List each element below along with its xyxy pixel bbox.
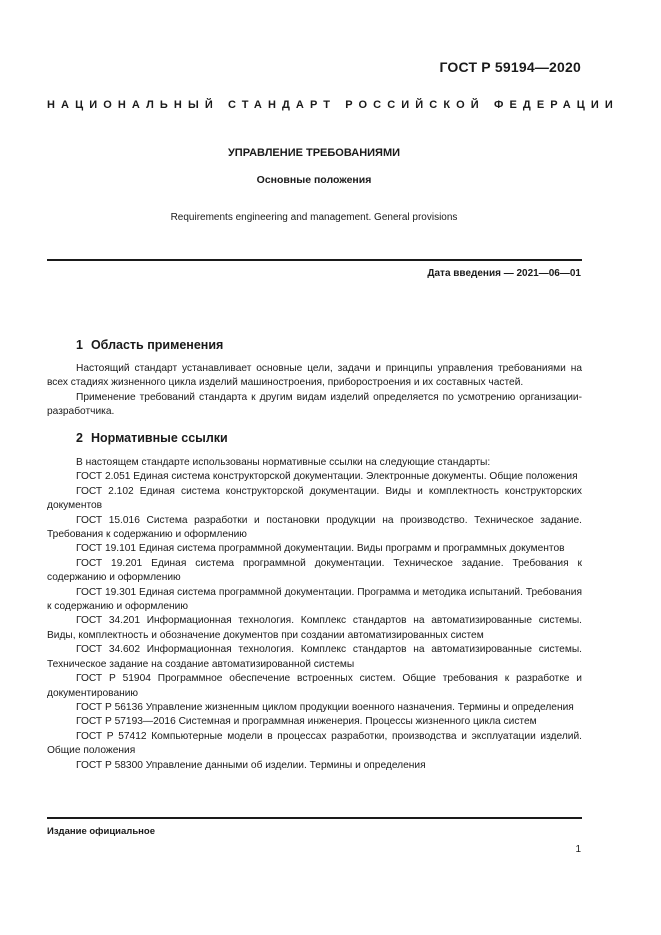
references-intro: В настоящем стандарте использованы нормативные ссылки на следующие стандарты: [76, 457, 491, 468]
top-divider [47, 259, 582, 261]
reference-item: ГОСТ 19.301 Единая система программной документации. Программа и методика испытаний. Требования к содержанию и оформлению [47, 586, 582, 613]
reference-item: ГОСТ Р 51904 Программное обеспечение встроенных систем. Общие требования к разработке и документированию [47, 673, 582, 699]
reference-item: ГОСТ 15.016 Система разработки и постановки продукции на производство. Техническое задание. Требования к содержанию и оформлению [47, 514, 582, 541]
reference-item: ГОСТ Р 57193—2016 Системная и программная инженерия. Процессы жизненного цикла систем [76, 716, 537, 728]
reference-item: ГОСТ Р 56136 Управление жизненным циклом продукции военного назначения. Термины и определения [76, 701, 574, 713]
document-code: ГОСТ Р 59194—2020 [439, 59, 581, 75]
bottom-divider [47, 817, 582, 819]
introduction-date: Дата введения — 2021—06—01 [427, 268, 581, 279]
reference-item: ГОСТ 2.051 Единая система конструкторской документации. Электронные документы. Общие положения [76, 471, 578, 483]
official-edition-label: Издание официальное [47, 826, 155, 837]
section-1-paragraph: Применение требований стандарта к другим видам изделий определяется по усмотрению организации-разработчика. [47, 391, 582, 418]
section-2-title: Нормативные ссылки [90, 431, 228, 445]
national-standard-banner: НАЦИОНАЛЬНЫЙ СТАНДАРТ РОССИЙСКОЙ ФЕДЕРАЦИИ [47, 99, 619, 111]
reference-item: ГОСТ 2.102 Единая система конструкторской документации. Виды и комплектность конструкторских документов [47, 485, 582, 512]
section-1-paragraph: Настоящий стандарт устанавливает основные цели, задачи и принципы управления требованиями на всех стадиях жизненного цикла изделий машиностроения, приборостроения и их составных частей. [47, 363, 582, 389]
reference-item: ГОСТ 19.201 Единая система программной документации. Техническое задание. Требования к содержанию и оформлению [47, 557, 582, 584]
reference-item: ГОСТ Р 58300 Управление данными об изделии. Термины и определения [76, 759, 426, 771]
section-2-heading [76, 431, 228, 445]
section-2-number: 2 [76, 431, 83, 445]
section-1-body [47, 362, 582, 420]
section-1-number: 1 [76, 338, 83, 352]
section-1-title: Область применения [90, 338, 224, 352]
document-title-english: Requirements engineering and management. General provisions [170, 212, 458, 223]
reference-item: ГОСТ 19.101 Единая система программной документации. Виды программ и программных документов [76, 543, 565, 555]
reference-item: ГОСТ Р 57412 Компьютерные модели в процессах разработки, производства и эксплуатации изделий. Общие положения [47, 730, 582, 757]
document-subtitle: Основные положения [256, 174, 372, 186]
page-number: 1 [575, 844, 581, 855]
reference-item: ГОСТ 34.602 Информационная технология. Комплекс стандартов на автоматизированные системы. Техническое задание на создание автоматизированной системы [47, 644, 582, 670]
document-title: УПРАВЛЕНИЕ ТРЕБОВАНИЯМИ [227, 147, 401, 159]
normative-references-list [47, 456, 582, 773]
reference-item: ГОСТ 34.201 Информационная технология. Комплекс стандартов на автоматизированные системы. Виды, комплектность и обозначение документов при создании автоматизированных систем [47, 615, 582, 641]
section-1-heading [76, 338, 223, 352]
